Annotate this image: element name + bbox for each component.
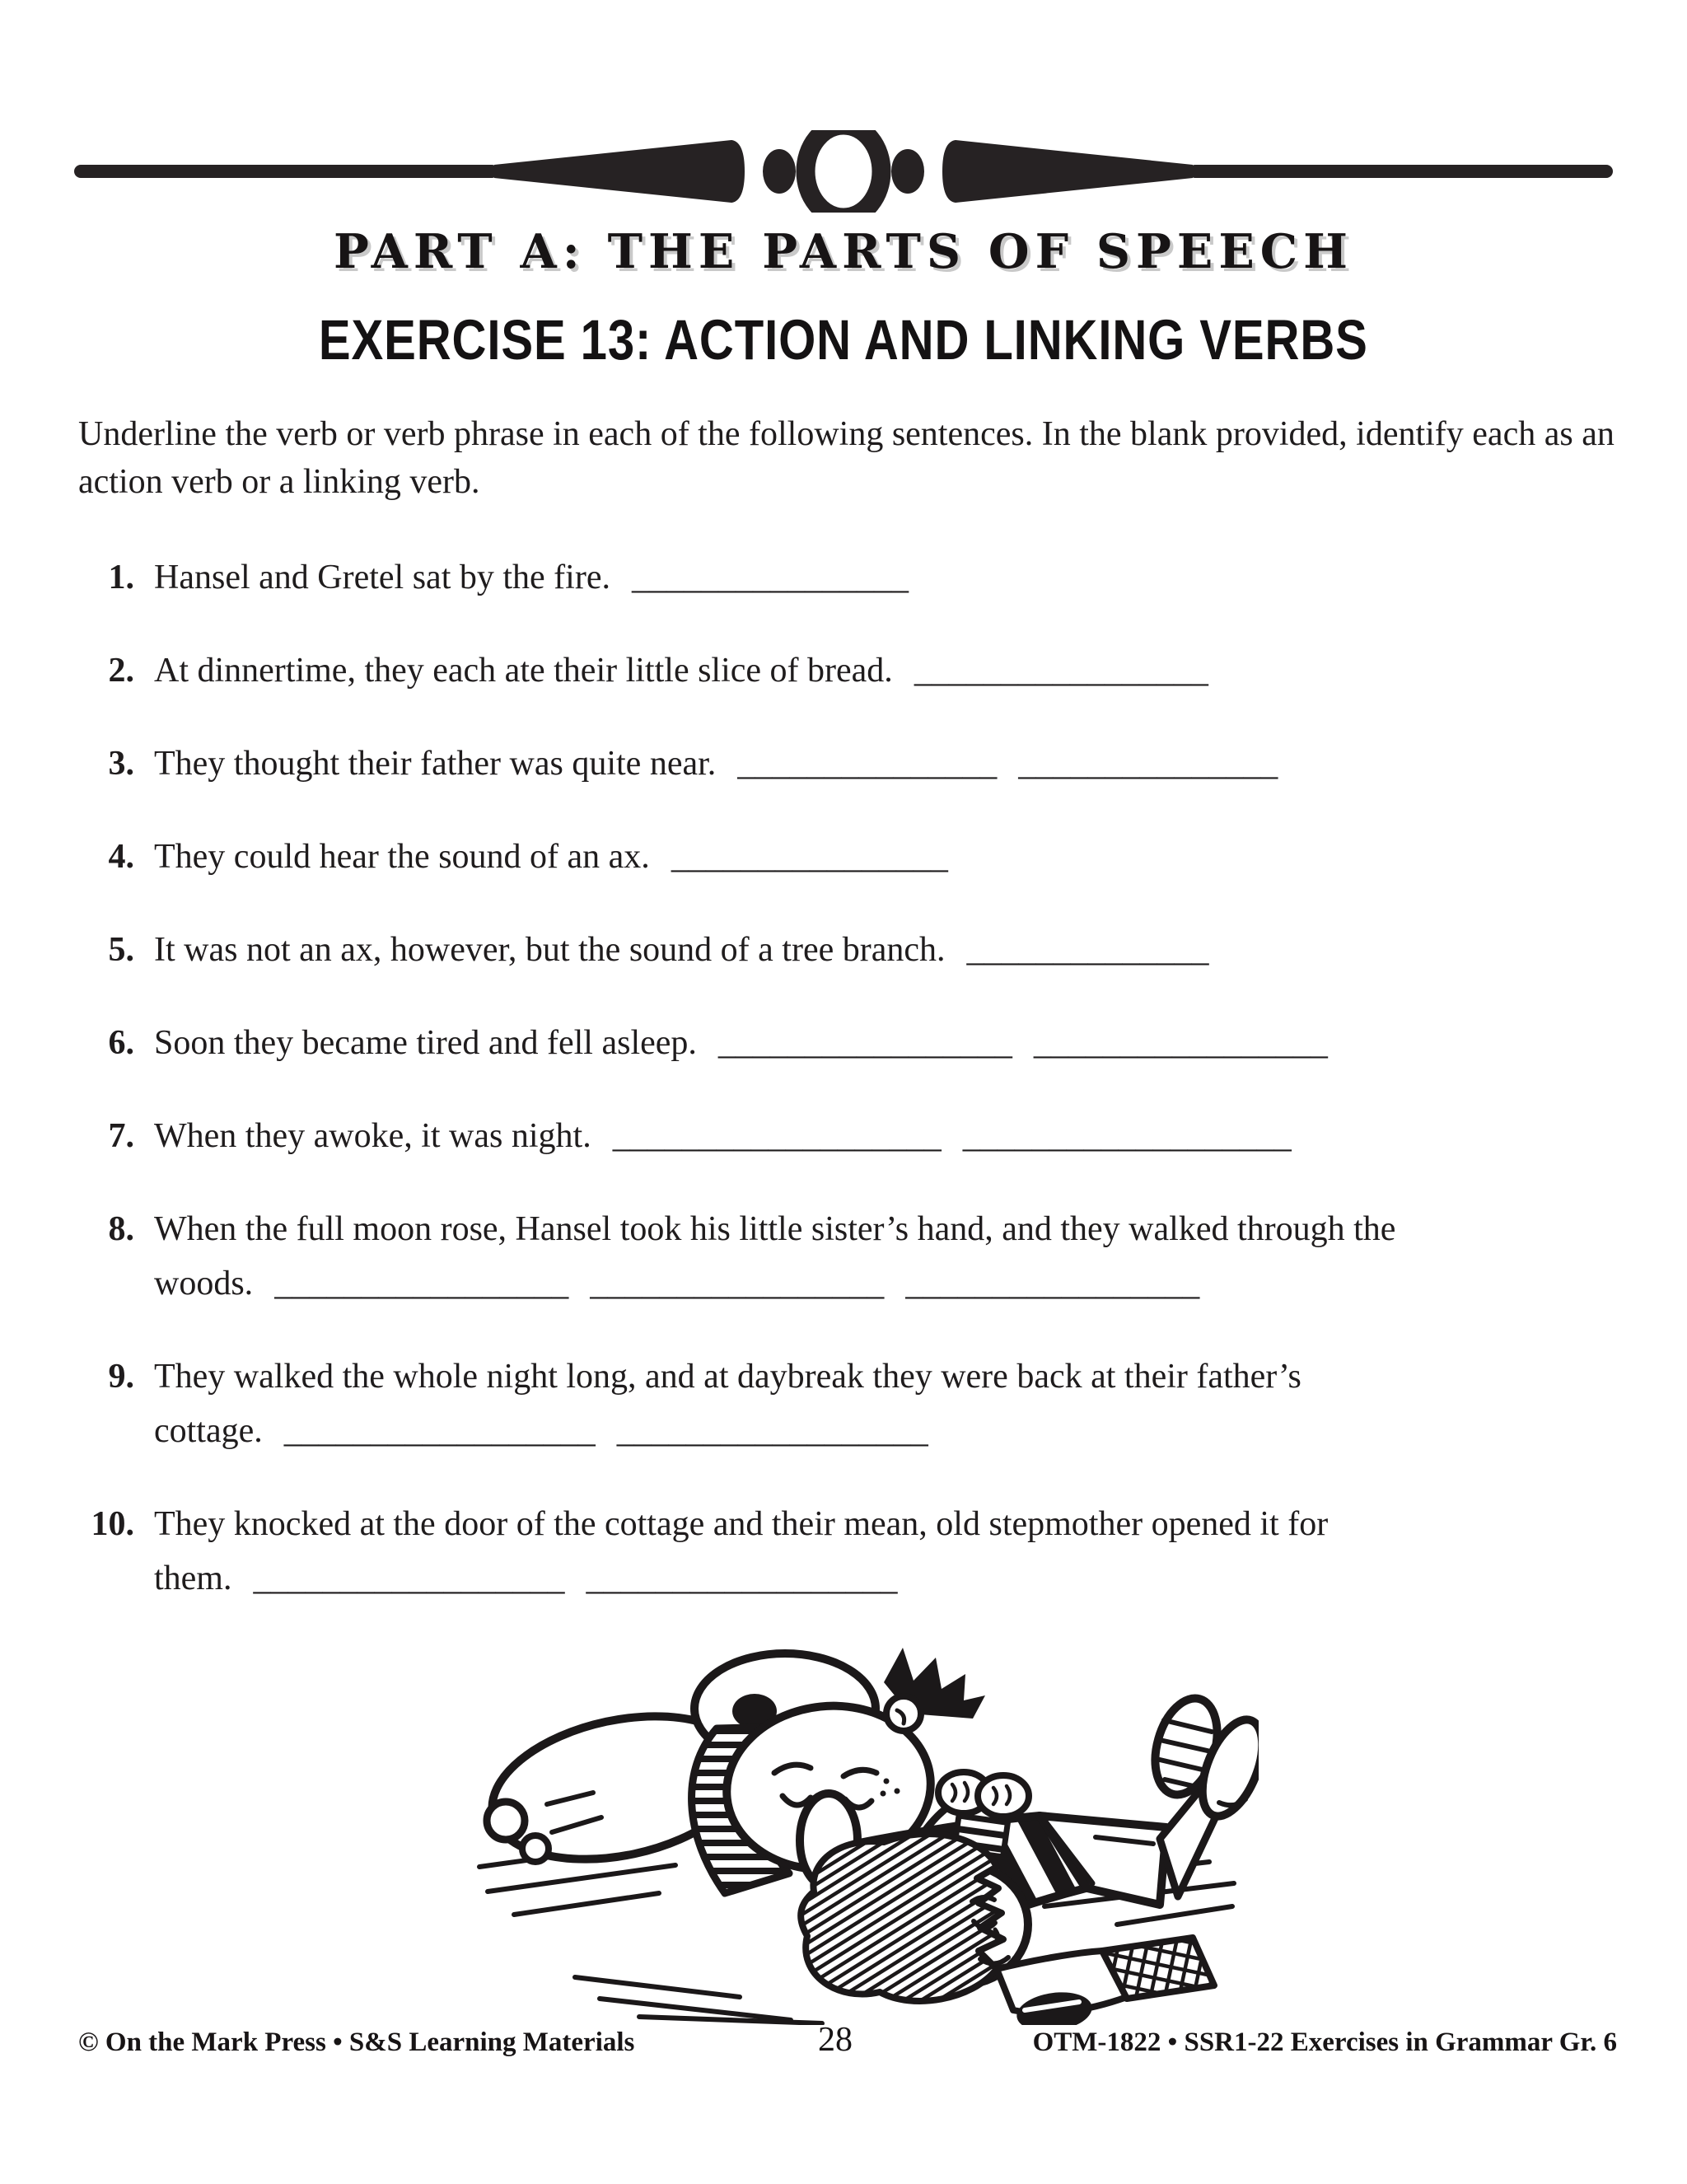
answer-blank: _________________: [274, 1265, 569, 1302]
answer-blank: _________________: [717, 1024, 1012, 1062]
item-sentence: [154, 1497, 1625, 1606]
sleeping-children-illustration: [468, 1630, 1259, 2025]
item-number: 1.: [108, 559, 134, 596]
item-sentence: [154, 643, 1208, 698]
item-sentence: [154, 737, 1278, 791]
item-number: 8.: [108, 1210, 134, 1248]
item-number: 4.: [108, 838, 134, 876]
answer-blank: _________________: [914, 652, 1208, 690]
sentence-text: At dinnertime, they each ate their little slice of bread.: [154, 652, 893, 690]
exercise-item-3: [78, 737, 1625, 791]
exercise-item-6: [78, 1016, 1625, 1070]
answer-blank: _________________: [1033, 1024, 1328, 1062]
exercise-item-5: [78, 923, 1625, 977]
item-sentence: [154, 830, 948, 884]
exercise-item-8: [78, 1202, 1625, 1311]
exercise-item-9: [78, 1349, 1625, 1458]
exercise-item-1: [78, 550, 1625, 605]
item-number: 5.: [108, 931, 134, 969]
answer-blank: _________________: [590, 1265, 885, 1302]
answer-blank: _______________: [1018, 745, 1278, 783]
sentence-text: Hansel and Gretel sat by the fire.: [154, 559, 610, 596]
footer-copyright: © On the Mark Press • S&S Learning Materials: [78, 2027, 635, 2057]
exercise-item-4: [78, 830, 1625, 884]
item-number: 9.: [108, 1358, 134, 1396]
sentence-text: When the full moon rose, Hansel took his little sister’s hand, and they walked through the woods.: [154, 1210, 1396, 1302]
answer-blank: ___________________: [612, 1117, 942, 1155]
item-sentence: [154, 1016, 1328, 1070]
answer-blank: _______________: [737, 745, 998, 783]
item-number: 6.: [108, 1024, 134, 1062]
ornament-divider-rule: [72, 130, 1615, 213]
item-number: 3.: [108, 745, 134, 783]
answer-blank: ______________: [966, 931, 1209, 969]
item-sentence: [154, 1349, 1625, 1458]
sentence-text: They knocked at the door of the cottage and their mean, old stepmother opened it for them.: [154, 1505, 1329, 1597]
sentence-text: They thought their father was quite near.: [154, 745, 717, 783]
answer-blank: ________________: [671, 838, 948, 876]
sentence-text: It was not an ax, however, but the sound of a tree branch.: [154, 931, 946, 969]
answer-blank: __________________: [283, 1412, 596, 1450]
sentence-text: They walked the whole night long, and at daybreak they were back at their father’s cottage.: [154, 1358, 1301, 1450]
item-number: 10.: [91, 1505, 134, 1543]
answer-blank: ________________: [631, 559, 909, 596]
item-number: 7.: [108, 1117, 134, 1155]
answer-blank: __________________: [616, 1412, 928, 1450]
answer-blank: __________________: [586, 1560, 898, 1597]
exercise-item-10: [78, 1497, 1625, 1606]
footer-product-code: OTM-1822 • SSR1-22 Exercises in Grammar Gr. 6: [1032, 2027, 1617, 2057]
exercise-title: [0, 308, 1687, 371]
item-number: 2.: [108, 652, 134, 690]
item-sentence: [154, 1109, 1292, 1163]
exercise-item-list: [78, 550, 1625, 1644]
sentence-text: Soon they became tired and fell asleep.: [154, 1024, 697, 1062]
answer-blank: _________________: [905, 1265, 1200, 1302]
footer-page-number: 28: [818, 2021, 853, 2059]
page-footer: [78, 2020, 1617, 2060]
exercise-title-text: EXERCISE 13: ACTION AND LINKING VERBS: [319, 307, 1368, 372]
item-sentence: [154, 550, 909, 605]
item-sentence: [154, 1202, 1625, 1311]
sentence-text: When they awoke, it was night.: [154, 1117, 591, 1155]
exercise-item-2: [78, 643, 1625, 698]
sentence-text: They could hear the sound of an ax.: [154, 838, 650, 876]
instructions-text: Underline the verb or verb phrase in each of the following sentences. In the blank provided, identify each as an action verb or a linking verb.: [78, 415, 1615, 501]
answer-blank: __________________: [253, 1560, 565, 1597]
part-title: PART A: THE PARTS OF SPEECH: [333, 224, 1354, 279]
answer-blank: ___________________: [962, 1117, 1292, 1155]
exercise-item-7: [78, 1109, 1625, 1163]
item-sentence: [154, 923, 1209, 977]
